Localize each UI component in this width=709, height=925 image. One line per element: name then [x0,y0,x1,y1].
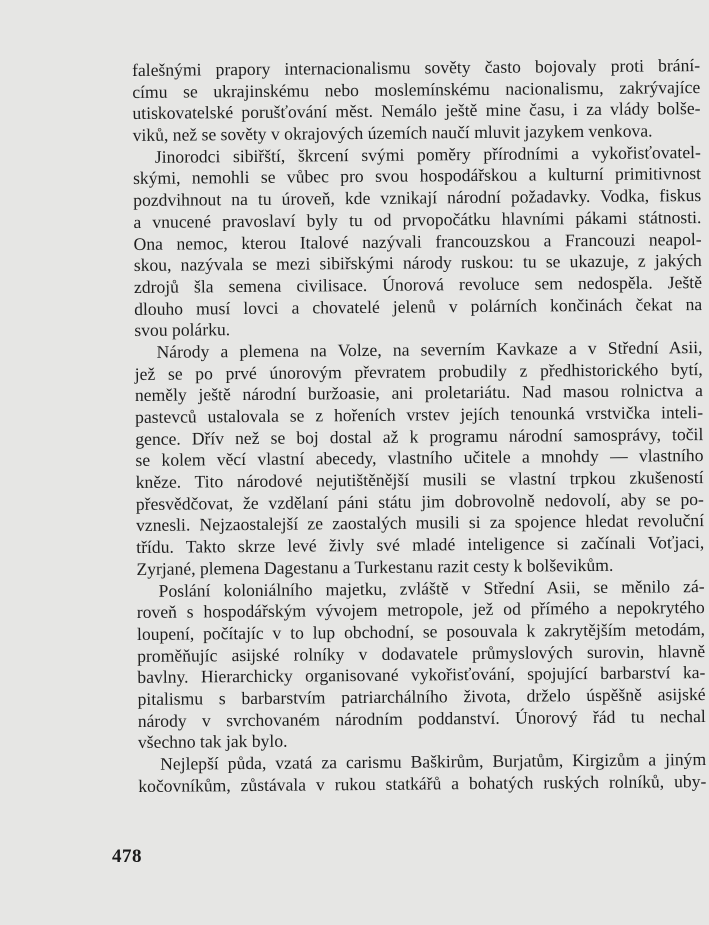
text-line: pastevců ustalovala se z hořeních vrstev jejích tenounká vrstvička inteli- [135,402,704,427]
text-line: roveň s hospodářským vývojem metropole, jež od přímého a nepokrytého [136,597,705,623]
text-line: všechno tak jak bylo. [137,730,288,753]
text-line: utiskovatelské porušťování měst. Nemálo ještě mine času, i za vlády bolše- [132,98,701,124]
paragraph [137,576,706,754]
text-line: a vnucené pravoslaví byly tu od prvopočátku hlavními pákami státnosti. [133,206,702,232]
paragraph [138,749,706,797]
text-line: jež se po prvé únorovým převratem probudily z předhistorického bytí, [134,358,703,384]
text-line: Zyrjané, plemena Dagestanu a Turkestanu razit cesty k bolševikům. [136,554,614,579]
text-line: národy v svrchovaném národním poddanství. Únorový řád tu nechal [137,705,706,731]
text-line: Poslání koloniálního majetku, zvláště v Střední Asii, se měnilo zá- [158,575,705,601]
text-line: třídu. Takto skrze levé živly své mladé inteligence si začínali Voťjaci, [136,532,705,558]
text-line: loupení, počítajíc v to lup obchodní, se posouvala k zakrytějším metodám, [136,618,706,644]
text-line: skými, nemohli se vůbec pro svou hospodářskou a kulturní primitivnost [132,163,702,189]
text-line: se kolem věcí vlastní abecedy, vlastního učitele a mnohdy — vlastního [135,445,704,471]
paragraph [134,337,704,581]
text-line: dlouho musí lovci a chovatelé jelenů v polárních končinách čekat na [134,293,703,319]
text-line: pozdvihnout na tu úroveň, kde vznikají národní požadavky. Vodka, fiskus [133,185,702,211]
text-line: bavlny. Hierarchicky organisované vykořisťování, spojující barbarství ka- [137,662,706,688]
paragraph [132,55,701,147]
text-line: vznesli. Nejzaostalejší ze zaostalých musili si za spojence hledat revoluční [135,510,705,536]
text-line: gence. Dřív než se boj dostal až k programu národní samosprávy, točil [135,423,704,449]
text-line: viků, než se sověty v okrajových územích naučí mluvit jazykem venkova. [132,120,653,146]
text-line: Ona nemoc, kterou Italové nazývali francouzskou a Francouzi neapol- [133,228,702,254]
text-line: svou polárku. [134,319,231,341]
page-number: 478 [112,846,142,867]
text-line: pitalismu s barbarstvím patriarchálního života, drželo úspěšně asijské [137,683,706,709]
text-line: skou, nazývala se mezi sibiřskými národy ruskou: tu se ukazuje, z jakých [133,250,702,276]
text-line: Jinorodci sibiřští, škrcení svými poměry přírodními a vykořisťovatel- [154,141,701,167]
text-line: Národy a plemena na Volze, na severním Kavkaze a v Střední Asii, [156,336,703,362]
text-line: falešnými prapory internacionalismu sověty často bojovaly proti brání- [132,55,701,80]
body-text [132,55,706,797]
paragraph [133,142,703,342]
text-line: neměly ještě národní buržoasie, ani proletariátu. Nad masou rolnictva a [134,380,703,406]
text-line: címu se ukrajinskému nebo moslemínskému nacionalismu, zakrývajíce [132,76,701,102]
text-line: kočovníkům, zůstávala v rukou statkářů a bohatých ruských rolníků, uby- [138,770,707,796]
text-line: zdrojů šla semena civilisace. Únorová revoluce sem nedospěla. Ještě [133,271,703,297]
text-line: proměňujíc asijské rolníky v dodavatele průmyslových surovin, hlavně [137,640,706,666]
text-line: kněze. Tito národové nejutištěnější musili se vlastní trpkou zkušeností [135,467,704,493]
text-line: Nejlepší půda, vzatá za carismu Baškirům, Burjatům, Kirgizům a jiným [160,749,707,774]
text-line: přesvědčovat, že vzdělaní páni státu jim dobrovolně nedovolí, aby se po- [135,488,704,514]
